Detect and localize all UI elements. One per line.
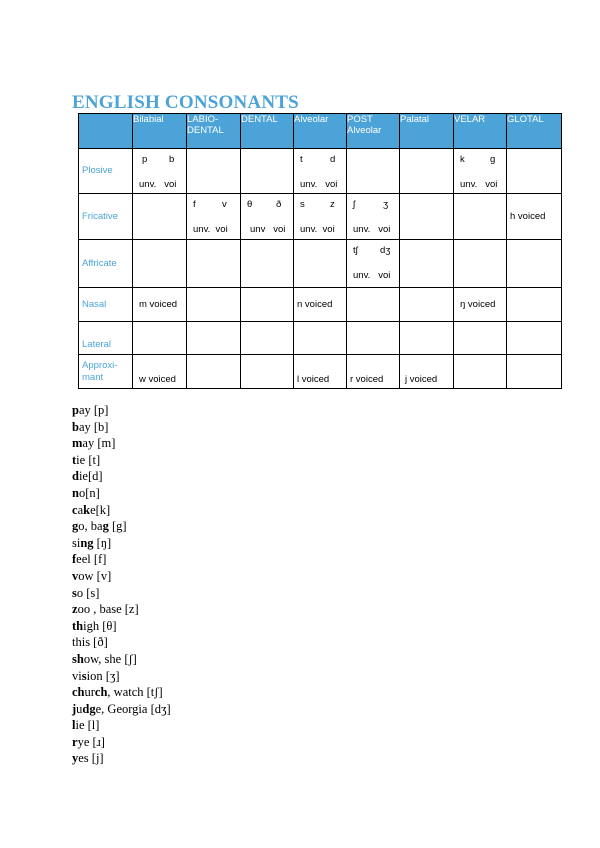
header-palatal: Palatal xyxy=(400,114,454,149)
header-corner xyxy=(79,114,133,149)
header-velar: VELAR xyxy=(454,114,507,149)
row-label-approximant xyxy=(79,355,133,389)
cell-empty xyxy=(133,240,187,288)
voicing-label: voi xyxy=(164,179,177,190)
phoneme-symbol: tʃ xyxy=(353,245,358,256)
cell-plosive-bilabial xyxy=(133,149,187,194)
header-postalveolar-line1: POST xyxy=(347,114,373,125)
voicing-label: voi xyxy=(325,179,338,190)
row-label-plosive: Plosive xyxy=(79,149,133,194)
cell-empty xyxy=(507,288,562,322)
cell-nasal-alveolar: n voiced xyxy=(294,288,347,322)
cell-empty xyxy=(241,240,294,288)
cell-affricate-postalveolar xyxy=(347,240,400,288)
phoneme-symbol: z xyxy=(330,199,335,210)
cell-empty xyxy=(454,322,507,355)
voicing-label: voi xyxy=(322,224,335,235)
cell-empty xyxy=(241,355,294,389)
row-label-fricative: Fricative xyxy=(79,194,133,240)
cell-empty xyxy=(241,149,294,194)
cell-nasal-bilabial: m voiced xyxy=(133,288,187,322)
row-label-approximant-line2: mant xyxy=(82,371,104,383)
example-word: judge, Georgia [dʒ] xyxy=(72,701,171,716)
example-word: cake[k] xyxy=(72,502,111,517)
phoneme-symbol: ʒ xyxy=(383,199,389,210)
example-word-list xyxy=(72,402,171,767)
cell-nasal-velar: ŋ voiced xyxy=(454,288,507,322)
header-postalveolar xyxy=(347,114,400,149)
row-lateral xyxy=(79,322,562,355)
voicing-label: unv. xyxy=(353,224,371,235)
cell-empty xyxy=(507,322,562,355)
cell-approximant-bilabial: w voiced xyxy=(133,355,187,389)
example-word: thigh [θ] xyxy=(72,618,117,633)
row-label-lateral: Lateral xyxy=(79,322,133,355)
cell-empty xyxy=(347,149,400,194)
cell-approximant-palatal: j voiced xyxy=(400,355,454,389)
cell-fricative-labiodental xyxy=(187,194,241,240)
row-label-approximant-line1: Approxi- xyxy=(82,359,118,371)
cell-empty xyxy=(507,355,562,389)
cell-fricative-dental xyxy=(241,194,294,240)
example-word: vow [v] xyxy=(72,568,112,583)
cell-empty xyxy=(400,322,454,355)
cell-empty xyxy=(294,322,347,355)
cell-plosive-velar xyxy=(454,149,507,194)
cell-empty xyxy=(241,322,294,355)
cell-empty xyxy=(187,240,241,288)
phoneme-symbol: v xyxy=(222,199,227,210)
cell-empty xyxy=(347,288,400,322)
cell-empty xyxy=(347,322,400,355)
header-dental: DENTAL xyxy=(241,114,294,149)
header-labiodental-line1: LABIO- xyxy=(187,114,219,125)
cell-empty xyxy=(400,240,454,288)
phoneme-symbol: b xyxy=(169,154,175,165)
cell-plosive-alveolar xyxy=(294,149,347,194)
voicing-label: unv xyxy=(250,224,266,235)
phoneme-symbol: s xyxy=(300,199,305,210)
phoneme-symbol: t xyxy=(300,154,303,165)
cell-empty xyxy=(507,240,562,288)
phoneme-symbol: g xyxy=(490,154,496,165)
voicing-label: voi xyxy=(485,179,498,190)
cell-empty xyxy=(187,149,241,194)
cell-approximant-alveolar: l voiced xyxy=(294,355,347,389)
voicing-label: unv. xyxy=(300,179,318,190)
example-word: sing [ŋ] xyxy=(72,535,112,550)
cell-fricative-postalveolar xyxy=(347,194,400,240)
voicing-label: unv. xyxy=(300,224,318,235)
cell-empty xyxy=(454,194,507,240)
voicing-label: voi xyxy=(378,224,391,235)
cell-empty xyxy=(400,194,454,240)
cell-empty xyxy=(454,240,507,288)
header-bilabial: Bilabial xyxy=(133,114,187,149)
row-label-nasal: Nasal xyxy=(79,288,133,322)
cell-empty xyxy=(400,288,454,322)
example-word: bay [b] xyxy=(72,419,109,434)
example-word: may [m] xyxy=(72,436,116,451)
voicing-label: unv. xyxy=(353,270,371,281)
example-word: go, bag [g] xyxy=(72,519,127,534)
phoneme-symbol: p xyxy=(142,154,148,165)
cell-empty xyxy=(133,322,187,355)
row-label-affricate: Affricate xyxy=(79,240,133,288)
example-word: so [s] xyxy=(72,585,100,600)
example-word: show, she [ʃ] xyxy=(72,651,137,666)
example-word: yes [j] xyxy=(72,751,104,766)
phoneme-symbol: ʃ xyxy=(353,199,356,210)
cell-approximant-postalveolar: r voiced xyxy=(347,355,400,389)
phoneme-symbol: dʒ xyxy=(380,245,391,256)
example-word: this [ð] xyxy=(72,635,108,650)
header-labiodental xyxy=(187,114,241,149)
row-plosive xyxy=(79,149,562,194)
example-word: zoo , base [z] xyxy=(72,602,139,617)
row-fricative xyxy=(79,194,562,240)
header-alveolar: Alveolar xyxy=(294,114,347,149)
cell-empty xyxy=(187,355,241,389)
consonant-table xyxy=(78,113,562,389)
example-word: no[n] xyxy=(72,485,100,500)
cell-empty xyxy=(400,149,454,194)
example-word: rye [ɹ] xyxy=(72,734,105,749)
example-word: lie [l] xyxy=(72,718,100,733)
row-nasal xyxy=(79,288,562,322)
header-labiodental-line2: DENTAL xyxy=(187,125,224,136)
header-postalveolar-line2: Alveolar xyxy=(347,125,382,136)
phoneme-symbol: d xyxy=(330,154,336,165)
example-word: feel [f] xyxy=(72,552,107,567)
voicing-label: unv. xyxy=(139,179,157,190)
header-glottal: GLOTAL xyxy=(507,114,562,149)
cell-empty xyxy=(507,149,562,194)
cell-empty xyxy=(454,355,507,389)
header-row xyxy=(79,114,562,149)
cell-fricative-alveolar xyxy=(294,194,347,240)
phoneme-symbol: f xyxy=(193,199,196,210)
example-word: pay [p] xyxy=(72,403,109,417)
cell-empty xyxy=(241,288,294,322)
example-word: die[d] xyxy=(72,469,103,484)
row-affricate xyxy=(79,240,562,288)
voicing-label: voi xyxy=(378,270,391,281)
example-word: vision [ʒ] xyxy=(72,668,120,683)
cell-empty xyxy=(133,194,187,240)
cell-empty xyxy=(187,322,241,355)
phoneme-symbol: k xyxy=(460,154,465,165)
voicing-label: voi xyxy=(273,224,286,235)
voicing-label: unv. xyxy=(460,179,478,190)
cell-fricative-glottal: h voiced xyxy=(507,194,562,240)
example-word: tie [t] xyxy=(72,452,101,467)
row-approximant xyxy=(79,355,562,389)
phoneme-symbol: ð xyxy=(276,199,282,210)
voicing-label: voi xyxy=(215,224,228,235)
cell-empty xyxy=(294,240,347,288)
example-word: church, watch [tʃ] xyxy=(72,685,163,700)
page-title: ENGLISH CONSONANTS xyxy=(72,92,299,113)
cell-empty xyxy=(187,288,241,322)
phoneme-symbol: θ xyxy=(247,199,253,210)
voicing-label: unv. xyxy=(193,224,211,235)
